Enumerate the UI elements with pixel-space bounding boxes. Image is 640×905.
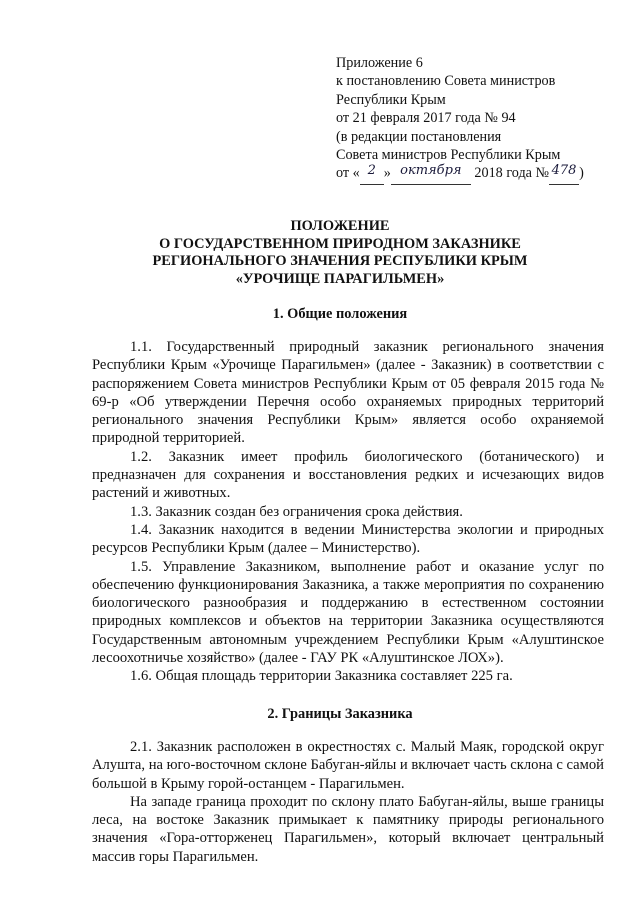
paragraph: 1.2. Заказник имеет профиль биологического (ботанического) и предназначен для сохранения и восстановления редких и исчезающих видов растений и животных. xyxy=(92,448,604,502)
annex-line: (в редакции постановления xyxy=(336,128,502,145)
document-title xyxy=(60,218,620,288)
annex-line: к постановлению Совета министров xyxy=(336,73,556,90)
handwritten-month-field xyxy=(391,164,471,184)
handwritten-day-field xyxy=(360,164,384,184)
annex-date-suffix: ) xyxy=(579,165,584,182)
paragraph: 1.1. Государственный природный заказник регионального значения Республики Крым «Урочище Парагильмен» (далее - Заказник) в соответствии с распоряжением Совета министров Республики Крым от 05 февраля 2015 года № 69-р «Об утверждении Перечня особо охраняемых природных территорий регионального значения Республики Крым» является особо охраняемой природной территорией. xyxy=(92,339,604,447)
section-2-heading: 2. Границы Заказника xyxy=(267,706,413,722)
annex-line: Приложение 6 xyxy=(336,55,423,71)
annex-line: Совета министров Республики Крым xyxy=(336,147,561,164)
section-2-body xyxy=(92,738,604,866)
annex-block xyxy=(336,54,626,185)
paragraph: 2.1. Заказник расположен в окрестностях с. Малый Маяк, городской округ Алушта, на юго-восточном склоне Бабуган-яйлы и включает часть склона с самой большой в Крыму горой-останцем - Парагильмен. xyxy=(92,739,604,792)
handwritten-month: октября xyxy=(400,163,462,179)
handwritten-number-field xyxy=(549,164,579,184)
title-line: О ГОСУДАРСТВЕННОМ ПРИРОДНОМ ЗАКАЗНИКЕ xyxy=(159,235,521,252)
title-line: «УРОЧИЩЕ ПАРАГИЛЬМЕН» xyxy=(235,270,445,287)
paragraph: 1.5. Управление Заказником, выполнение работ и оказание услуг по обеспечению функционирования Заказника, а также мероприятия по сохранению биологического разнообразия и поддержанию в естественном состоянии природных комплексов и объектов на территории Заказника осуществляются Государственным автономным учреждением Республики Крым «Алуштинское лесоохотничье хозяйство» (далее - ГАУ РК «Алуштинское ЛОХ»). xyxy=(92,558,604,667)
paragraph: На западе граница проходит по склону плато Бабуган-яйлы, выше границы леса, на востоке Заказник примыкает к памятнику природы регионального значения «Гора-отторженец Парагильмен», который включает центральный массив горы Парагильмен. xyxy=(92,793,604,865)
title-line: ПОЛОЖЕНИЕ xyxy=(290,218,390,234)
annex-date-prefix: от « xyxy=(336,165,360,182)
annex-date-line xyxy=(336,164,626,184)
annex-line: от 21 февраля 2017 года № 94 xyxy=(336,110,516,127)
paragraph: 1.4. Заказник находится в ведении Министерства экологии и природных ресурсов Республики Крым (далее – Министерство). xyxy=(92,521,604,557)
annex-line: Республики Крым xyxy=(336,91,446,108)
section-1-body xyxy=(92,338,604,686)
section-1-heading: 1. Общие положения xyxy=(272,306,408,322)
annex-date-mid: » xyxy=(383,165,391,182)
annex-date-year: 2018 года № xyxy=(474,165,550,182)
handwritten-day: 2 xyxy=(367,163,376,179)
title-line: РЕГИОНАЛЬНОГО ЗНАЧЕНИЯ РЕСПУБЛИКИ КРЫМ xyxy=(152,253,528,270)
paragraph: 1.6. Общая площадь территории Заказника составляет 225 га. xyxy=(130,668,513,685)
paragraph: 1.3. Заказник создан без ограничения срока действия. xyxy=(130,503,463,520)
handwritten-number: 478 xyxy=(551,163,577,179)
